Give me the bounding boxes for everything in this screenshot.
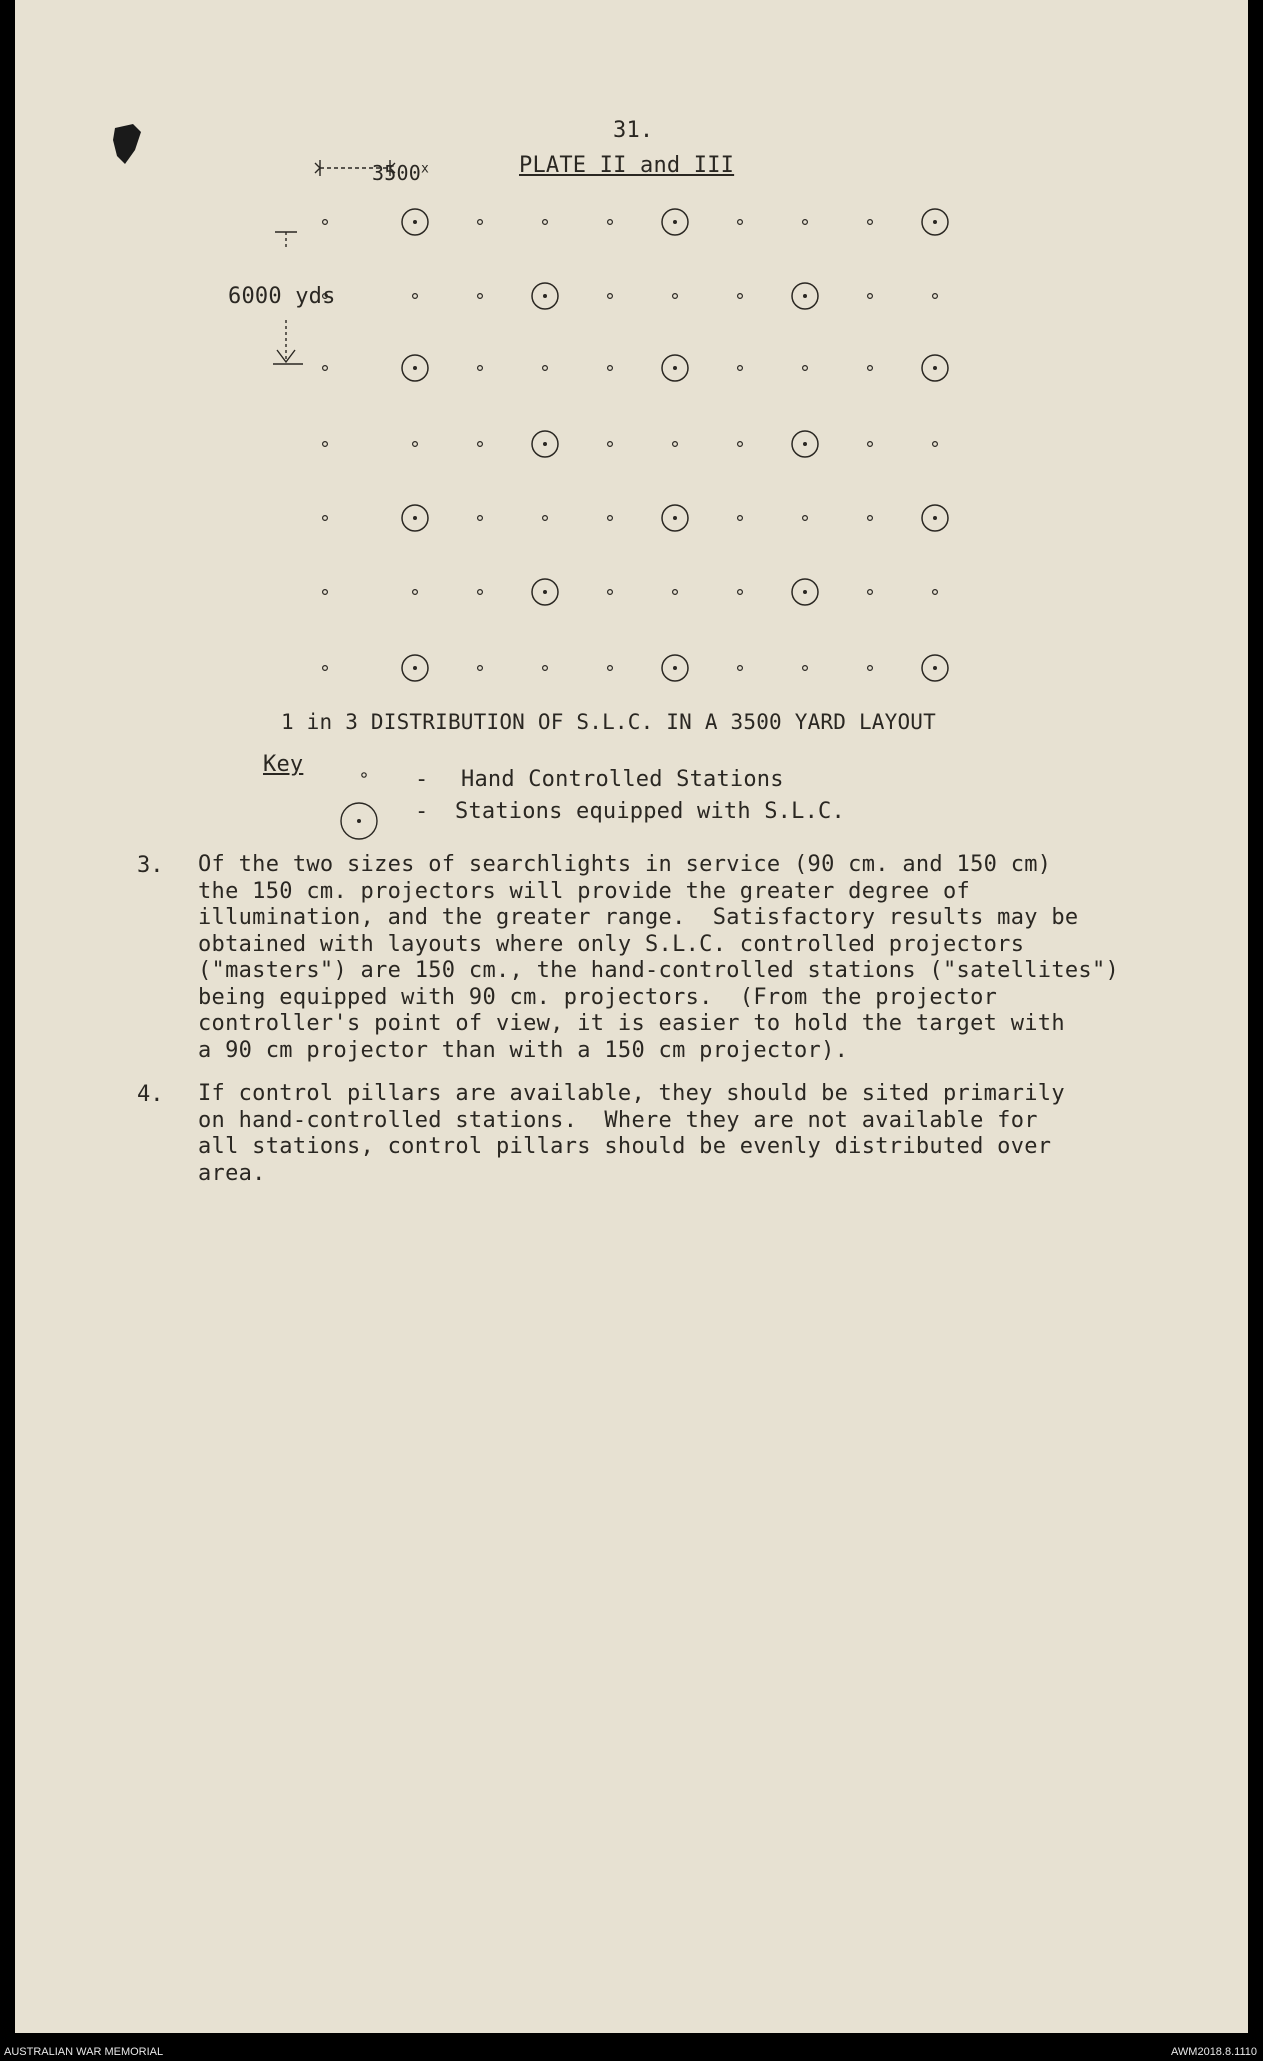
key-heading: Key: [263, 752, 304, 777]
figure-caption: 1 in 3 DISTRIBUTION OF S.L.C. IN A 3500 YARD LAYOUT: [281, 710, 936, 734]
slc-station-center: [543, 590, 547, 594]
key-item-1-dash: -: [415, 767, 429, 792]
hand-station-dot: [868, 220, 873, 225]
hand-station-dot: [868, 294, 873, 299]
hand-station-dot: [738, 516, 743, 521]
hand-station-dot: [478, 294, 483, 299]
paragraph-line: If control pillars are available, they should be sited primarily: [198, 1081, 1065, 1106]
paragraph-line: controller's point of view, it is easier to hold the target with: [198, 1011, 1065, 1036]
hand-station-dot: [478, 220, 483, 225]
hand-station-dot: [608, 366, 613, 371]
hand-station-dot: [803, 666, 808, 671]
slc-station-center: [543, 442, 547, 446]
slc-station-center: [803, 590, 807, 594]
hand-station-dot: [478, 516, 483, 521]
hand-station-dot: [323, 666, 328, 671]
hand-station-dot: [413, 590, 418, 595]
slc-station-center: [803, 442, 807, 446]
paper-damage-hole: [113, 124, 141, 164]
hand-station-dot: [323, 590, 328, 595]
hand-station-dot: [543, 666, 548, 671]
hand-station-dot: [478, 590, 483, 595]
depth-label: 6000 yds: [228, 284, 336, 309]
paragraph-line: being equipped with 90 cm. projectors. (From the projector: [198, 984, 998, 1010]
hand-station-dot: [868, 366, 873, 371]
footer-left: AUSTRALIAN WAR MEMORIAL: [4, 2046, 164, 2058]
paragraph-4-number: 4.: [137, 1082, 164, 1107]
hand-station-dot: [738, 294, 743, 299]
hand-station-dot: [608, 220, 613, 225]
hand-station-dot: [478, 666, 483, 671]
hand-station-dot: [608, 516, 613, 521]
slc-station-center: [933, 220, 937, 224]
hand-station-dot: [543, 366, 548, 371]
hand-station-dot: [803, 516, 808, 521]
hand-station-dot: [933, 294, 938, 299]
hand-station-dot: [868, 590, 873, 595]
page-number: 31.: [613, 118, 654, 143]
hand-station-dot: [608, 666, 613, 671]
slc-station-center: [543, 294, 547, 298]
hand-station-dot: [323, 366, 328, 371]
key-item-1-text: Hand Controlled Stations: [461, 767, 784, 792]
paragraph-line: all stations, control pillars should be evenly distributed over: [198, 1134, 1052, 1159]
hand-station-dot: [413, 294, 418, 299]
hand-station-dot: [868, 442, 873, 447]
key-item-2-text: Stations equipped with S.L.C.: [455, 799, 845, 824]
plate-title: PLATE II and III: [519, 153, 735, 178]
slc-station-center: [933, 666, 937, 670]
paragraph-4-text: [198, 1081, 1065, 1187]
paragraph-3-text: [198, 852, 1119, 1064]
slc-station-center: [673, 516, 677, 520]
spacing-suffix: x: [420, 161, 429, 177]
hand-station-dot: [933, 590, 938, 595]
document-page: [15, 0, 1248, 2033]
hand-station-dot: [543, 220, 548, 225]
paragraph-line: a 90 cm projector than with a 150 cm projector).: [198, 1037, 849, 1063]
hand-station-dot: [608, 442, 613, 447]
hand-station-dot: [323, 442, 328, 447]
station-grid: [323, 209, 948, 681]
slc-station-center: [803, 294, 807, 298]
key-small-dot-icon: [359, 770, 369, 780]
paragraph-line: area.: [198, 1160, 266, 1186]
paragraph-line: Of the two sizes of searchlights in service (90 cm. and 150 cm): [198, 852, 1052, 877]
slc-station-center: [933, 366, 937, 370]
hand-station-dot: [673, 294, 678, 299]
hand-station-dot: [803, 366, 808, 371]
plate-diagram: [15, 0, 1248, 700]
key-item-2-dash: -: [415, 799, 429, 824]
hand-station-dot: [608, 294, 613, 299]
hand-station-dot: [673, 442, 678, 447]
slc-station-center: [933, 516, 937, 520]
spacing-label: [323, 137, 429, 209]
slc-station-center: [413, 516, 417, 520]
hand-station-dot: [323, 516, 328, 521]
hand-station-dot: [608, 590, 613, 595]
spacing-value: 3500: [371, 161, 421, 185]
slc-station-center: [413, 366, 417, 370]
footer-right: AWM2018.8.1110: [1170, 2046, 1257, 2058]
hand-station-dot: [413, 442, 418, 447]
hand-station-dot: [803, 220, 808, 225]
hand-station-dot: [738, 366, 743, 371]
paragraph-line: obtained with layouts where only S.L.C. controlled projectors: [198, 931, 1025, 957]
hand-station-dot: [478, 442, 483, 447]
paragraph-line: ("masters") are 150 cm., the hand-controlled stations ("satellites"): [198, 958, 1120, 983]
hand-station-dot: [738, 220, 743, 225]
slc-station-center: [673, 220, 677, 224]
hand-station-dot: [868, 666, 873, 671]
hand-station-dot: [738, 442, 743, 447]
paragraph-3-number: 3.: [137, 853, 164, 878]
hand-station-dot: [933, 442, 938, 447]
paragraph-line: illumination, and the greater range. Satisfactory results may be: [198, 905, 1079, 930]
slc-station-center: [413, 666, 417, 670]
key-ring-dot-icon: [335, 797, 383, 845]
hand-station-dot: [868, 516, 873, 521]
paragraph-line: the 150 cm. projectors will provide the greater degree of: [198, 878, 971, 904]
hand-station-dot: [323, 220, 328, 225]
hand-station-dot: [543, 516, 548, 521]
slc-station-center: [673, 666, 677, 670]
hand-station-dot: [738, 590, 743, 595]
slc-station-center: [413, 220, 417, 224]
hand-station-dot: [478, 366, 483, 371]
hand-station-dot: [673, 590, 678, 595]
slc-station-center: [673, 366, 677, 370]
hand-station-dot: [738, 666, 743, 671]
paragraph-line: on hand-controlled stations. Where they are not available for: [198, 1107, 1038, 1133]
